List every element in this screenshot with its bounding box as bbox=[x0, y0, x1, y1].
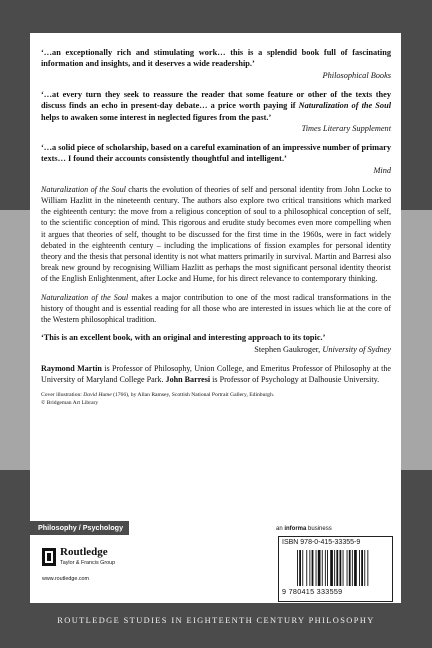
review-quote: ‘…a solid piece of scholarship, based on a careful examination of an impressive number of primary texts… I found their accounts consistently thoughtful and intelligent.’ bbox=[41, 143, 391, 164]
informa-business-label bbox=[276, 526, 332, 532]
book-title: Naturalization of the Soul bbox=[298, 101, 391, 111]
blurb-text: charts the evolution of theories of self and personal identity from John Locke to William Hazlitt in the nineteenth century. The authors also explore two critical transitions which marked the eighteenth century: the move from a religious conception of soul to a philosophical conception of self, to the scientific conception of mind. This rigorous and erudite study becomes even more compelling when it argues that theories of self, thought to be discussed for the first time in the 1960s, were in fact widely debated in the eighteenth century – including the implications of fission examples for personal identity theory and the thesis that personal identity is not what matters primarily in survival. Martin and Barresi also break new ground by recognising William Hazlitt as perhaps the most significant personal identity theorist of the English Enlightenment, after Locke and Hume, for his direct relevance to contemporary thinking. bbox=[41, 184, 391, 284]
informa-brand: informa bbox=[284, 526, 307, 532]
barcode-digits: 9 780415 333559 bbox=[282, 587, 343, 596]
blurb-paragraph bbox=[41, 292, 391, 326]
subject-category-label: Philosophy / Psychology bbox=[30, 521, 129, 535]
series-title: ROUTLEDGE STUDIES IN EIGHTEENTH CENTURY PHILOSOPHY bbox=[57, 616, 375, 625]
cover-text bbox=[41, 47, 391, 407]
praise-source bbox=[41, 344, 391, 355]
author-name: Raymond Martin bbox=[41, 363, 102, 373]
review-source: Times Literary Supplement bbox=[301, 124, 391, 134]
review-source: Mind bbox=[373, 165, 391, 175]
isbn-label: ISBN 978-0-415-33355-9 bbox=[282, 539, 361, 546]
book-title: Naturalization of the Soul bbox=[41, 184, 126, 194]
author-bio bbox=[41, 363, 391, 385]
credit-rest: (1766), by Allan Ramsey, Scottish National Portrait Gallery, Edinburgh. bbox=[111, 392, 275, 399]
publisher-url: www.routledge.com bbox=[42, 576, 90, 582]
book-title: Naturalization of the Soul bbox=[41, 292, 129, 302]
informa-prefix: an bbox=[276, 526, 285, 532]
blurb-text: makes a major contribution to one of the most radical transformations in the history of thought and is essential reading for all those who are interested in issues which lie at the core of the Western philosophical tradition. bbox=[41, 292, 391, 325]
credit-prefix: Cover illustration: bbox=[41, 392, 84, 399]
informa-suffix: business bbox=[306, 526, 332, 532]
review-quote: ‘…an exceptionally rich and stimulating work… this is a splendid book full of fascinating information and insights, and it deserves a wide readership.’ bbox=[41, 48, 391, 69]
copyright-line: © Bridgeman Art Library bbox=[41, 400, 99, 407]
author-name: John Barresi bbox=[165, 374, 211, 384]
author-bio-text: is Professor of Psychology at Dalhousie University. bbox=[210, 374, 380, 384]
author-bio-text: is Professor of Philosophy, Union College, and Emeritus Professor of Philosophy at the University of Maryland College Park. bbox=[41, 363, 391, 384]
publisher-group: Taylor & Francis Group bbox=[60, 560, 116, 566]
review-source: Philosophical Books bbox=[322, 70, 391, 80]
credit-title: David Hume bbox=[83, 392, 112, 399]
cover-illustration-credit bbox=[41, 391, 391, 399]
praise-author: Stephen Gaukroger, bbox=[254, 344, 321, 354]
routledge-logo-icon bbox=[42, 548, 56, 566]
review-quote: ‘…at every turn they seek to reassure the reader that some feature or other of the texts they discuss finds an echo in present-day debate… a price worth paying if Naturalization of the Soul helps to awaken some interest in neglected figures from the past.’ bbox=[41, 89, 391, 122]
praise-quote: ‘This is an excellent book, with an original and interesting approach to its topic.’ bbox=[41, 333, 326, 343]
publisher-name: Routledge bbox=[60, 546, 108, 558]
praise-affiliation: University of Sydney bbox=[322, 344, 391, 354]
barcode-icon bbox=[296, 550, 390, 586]
blurb-paragraph bbox=[41, 184, 391, 285]
